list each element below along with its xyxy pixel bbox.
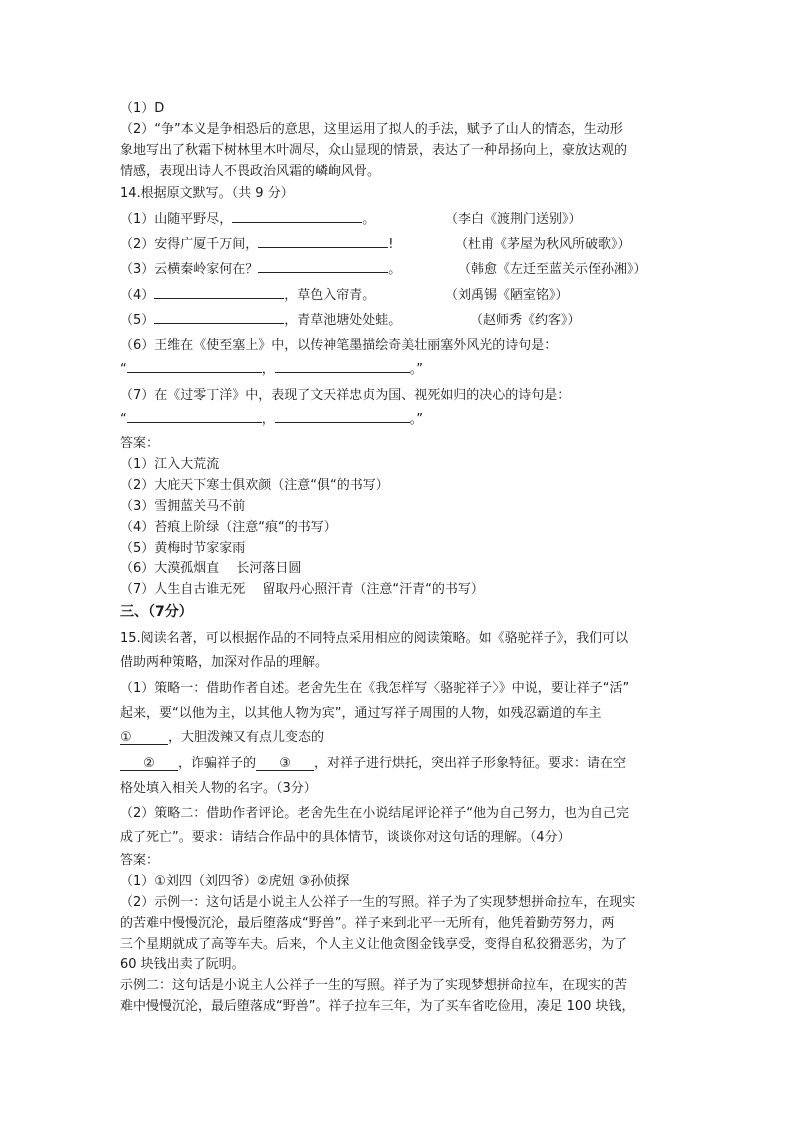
q14-item-2-post: ! (388, 237, 394, 252)
q14-item-5-blank[interactable] (154, 309, 284, 324)
q15-strategy1-line5: 格处填入相关人物的名字。（3分） (120, 781, 317, 796)
q14-item-2-ref: （杜甫《茅屋为秋风所破歌》） (455, 237, 631, 252)
q14-item-7-comma: ， (261, 412, 275, 427)
q15-blank-3[interactable]: ③ (256, 756, 314, 771)
prev-answer-2-line3: 情感，表现出诗人不畏政治风霜的嶙峋风骨。 (120, 164, 381, 179)
q15-strategy1-line4 (120, 752, 626, 771)
q15-strategy2-line2: 成了死亡”。要求：请结合作品中的具体情节，谈谈你对这句话的理解。（4分） (120, 830, 571, 845)
q14-item-1-blank[interactable] (232, 208, 362, 223)
q15-strategy1-line3 (120, 726, 324, 745)
q15-strategy1-line1: （1）策略一：借助作者自述。老舍先生在《我怎样写〈骆驼祥子〉》中说，要让祥子“活” (120, 681, 630, 696)
q14-item-6-open-quote: “ (120, 362, 127, 377)
q14-item-7-answer (120, 408, 423, 427)
q14-item-1-pre: （1）山随平野尽， (120, 212, 233, 227)
q14-item-5-pre: （5） (120, 313, 155, 328)
answer14-line-5: （5）黄梅时节家家雨 (120, 541, 246, 556)
answer15-line-3: 的苦难中慢慢沉沦，最后堕落成“野兽”。祥子来到北平一无所有，他凭着勤劳努力，两 (120, 916, 615, 931)
q14-item-4-post: ，草色入帘青。 (284, 288, 376, 303)
q14-item-5-post: ，青草池塘处处蛙。 (284, 313, 402, 328)
q14-item-1-post: 。 (362, 212, 376, 227)
q14-item-3-pre: （3）云横秦岭家何在？ (120, 262, 259, 277)
answer14-line-1: （1）江入大荒流 (120, 457, 220, 472)
answer15-line-5: 60 块钱出卖了阮明。 (120, 957, 245, 972)
prev-answer-2-line2: 象地写出了秋霜下树林里木叶凋尽，众山显现的情景，表达了一种昂扬向上，豪放达观的 (120, 143, 628, 158)
q14-item-6-blank-2[interactable] (275, 358, 410, 373)
q15-strategy1-line4-mid: ，诈骗祥子的 (178, 756, 257, 771)
q15-strategy1-line3-post: ，大胆泼辣又有点儿变态的 (168, 730, 325, 745)
answer14-line-4: （4）苔痕上阶绿（注意“痕“的书写） (120, 520, 337, 535)
answer15-line-2: （2）示例一：这句话是小说主人公祥子一生的写照。祥子为了实现梦想拼命拉车，在现实 (120, 895, 636, 910)
q14-item-5-ref: （赵师秀《约客》） (470, 313, 581, 328)
q15-strategy1-line2: 起来，要“以他为主，以其他人物为宾”，通过写祥子周围的人物，如残忍霸道的车主 (120, 706, 602, 721)
answer14-line-7: （7）人生自古谁无死 留取丹心照汗青（注意“汗青“的书写） (120, 582, 484, 597)
q14-item-2-blank[interactable] (258, 233, 388, 248)
q14-item-6-prompt: （6）王维在《使至塞上》中，以传神笔墨描绘奇美壮丽塞外风光的诗句是： (120, 338, 558, 353)
q14-item-3-ref: （韩愈《左迁至蓝关示侄孙湘》） (458, 262, 647, 277)
answer14-line-2: （2）大庇天下寒士俱欢颜（注意“俱“的书写） (120, 478, 389, 493)
q14-item-3 (120, 258, 401, 277)
prev-answer-1: （1）D (120, 101, 165, 116)
q15-strategy1-line4-post: ，对祥子进行烘托，突出祥子形象特征。要求：请在空 (314, 756, 627, 771)
q14-item-7-prompt: （7）在《过零丁洋》中，表现了文天祥忠贞为国、视死如归的决心的诗句是： (120, 388, 571, 403)
q14-item-7-open-quote: “ (120, 412, 127, 427)
q14-item-3-blank[interactable] (258, 258, 388, 273)
q14-item-3-post: 。 (388, 262, 402, 277)
answer14-label: 答案： (120, 436, 160, 451)
q14-item-4 (120, 284, 375, 303)
answer14-line-6: （6）大漠孤烟直 长河落日圆 (120, 561, 302, 576)
q14-item-1 (120, 208, 375, 227)
q14-item-6-answer (120, 358, 423, 377)
q15-intro-line2: 借助两种策略，加深对作品的理解。 (120, 655, 329, 670)
answer15-line-4: 三个星期就成了高等车夫。后来，个人主义让他贪图金钱享受，变得自私狡猾恶劣，为了 (120, 937, 628, 952)
q14-item-5 (120, 309, 401, 328)
answer14-line-3: （3）雪拥蓝关马不前 (120, 499, 246, 514)
answer15-line-7: 难中慢慢沉沦，最后堕落成“野兽”。祥子拉车三年，为了买车省吃俭用，凑足 100 块钱， (120, 999, 635, 1014)
q14-title: 14.根据原文默写。（共 9 分） (120, 186, 294, 201)
q15-blank-1[interactable]: ① (120, 730, 168, 745)
q14-item-4-blank[interactable] (154, 284, 284, 299)
q14-item-4-ref: （刘禹锡《陋室铭》） (445, 288, 569, 303)
q14-item-4-pre: （4） (120, 288, 155, 303)
q15-blank-2[interactable]: ② (120, 756, 178, 771)
prev-answer-2-line1: （2）“争”本义是争相恐后的意思，这里运用了拟人的手法，赋予了山人的情态，生动形 (120, 122, 623, 137)
q14-item-7-close-quote: 。” (409, 412, 424, 427)
q14-item-1-ref: （李白《渡荆门送别》） (445, 212, 582, 227)
answer15-label: 答案： (120, 853, 160, 868)
q14-item-7-blank-1[interactable] (127, 408, 262, 423)
q14-item-6-close-quote: 。” (409, 362, 424, 377)
q14-item-2 (120, 233, 394, 252)
q14-item-6-blank-1[interactable] (127, 358, 262, 373)
q14-item-6-comma: ， (261, 362, 275, 377)
q15-strategy2-line1: （2）策略二：借助作者评论。老舍先生在小说结尾评论祥子“他为自己努力，也为自己完 (120, 806, 630, 821)
answer15-line-6: 示例二：这句话是小说主人公祥子一生的写照。祥子为了实现梦想拼命拉车，在现实的苦 (120, 978, 628, 993)
answer15-line-1: （1）①刘四（刘四爷）②虎妞 ③孙侦探 (120, 874, 350, 889)
section-3-title: 三、（7分） (120, 604, 193, 620)
q14-item-2-pre: （2）安得广厦千万间， (120, 237, 259, 252)
q14-item-7-blank-2[interactable] (275, 408, 410, 423)
q15-intro-line1: 15.阅读名著，可以根据作品的不同特点采用相应的阅读策略。如《骆驼祥子》，我们可以 (120, 631, 629, 646)
